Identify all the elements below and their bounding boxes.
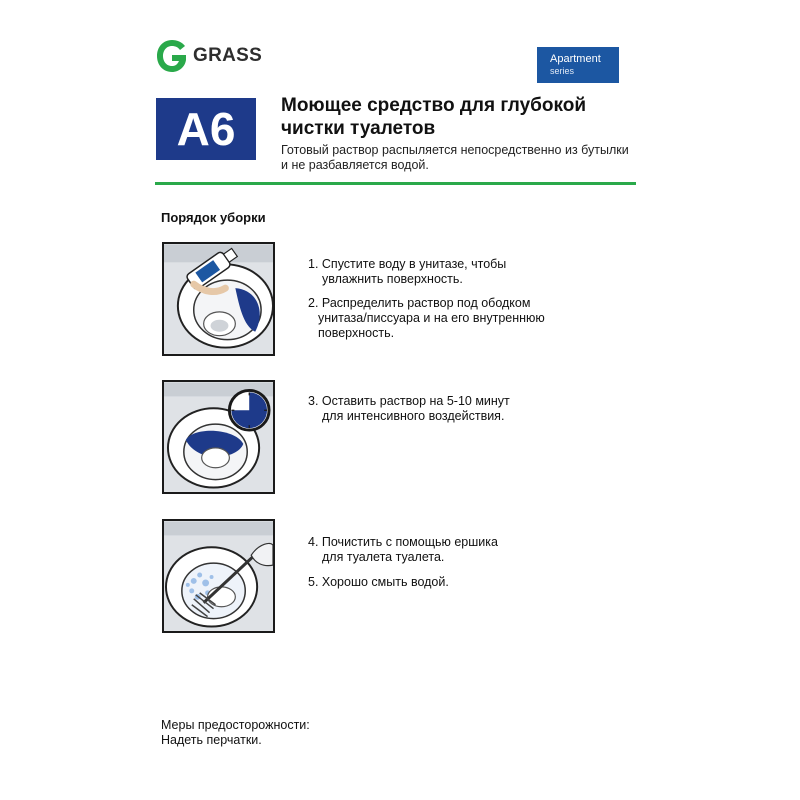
green-divider <box>155 182 636 185</box>
series-badge-line2: series <box>550 66 575 76</box>
grass-g-logo-icon <box>155 38 189 74</box>
brand-name: GRASS <box>193 45 263 66</box>
product-subtitle-line2: и не разбавляется водой. <box>281 158 429 172</box>
illustration-timer <box>162 380 275 494</box>
step-5 <box>308 575 598 590</box>
step-3 <box>308 394 598 424</box>
step-2-line1: 2. Распределить раствор под ободком <box>308 296 531 310</box>
product-code-badge: A6 <box>156 98 256 160</box>
step-5-line1: 5. Хорошо смыть водой. <box>308 575 449 589</box>
precautions <box>161 718 310 748</box>
section-title: Порядок уборки <box>161 210 266 225</box>
series-badge-line1: Apartment <box>550 53 601 65</box>
step-1-line2: увлажнить поверхность. <box>322 272 463 286</box>
step-4 <box>308 535 598 565</box>
spray-bottle-toilet-icon <box>164 244 273 354</box>
step-1 <box>308 257 598 287</box>
product-title <box>281 94 621 140</box>
product-title-line2: чистки туалетов <box>281 118 436 139</box>
step-2-line3: поверхность. <box>318 326 395 340</box>
product-subtitle <box>281 143 641 173</box>
step-4-line1: 4. Почистить с помощью ершика <box>308 535 498 549</box>
timer-toilet-icon <box>164 382 273 492</box>
step-1-line1: 1. Спустите воду в унитазе, чтобы <box>308 257 507 271</box>
step-2-line2: унитаза/писсуара и на его внутреннюю <box>318 311 545 325</box>
step-4-line2: для туалета туалета. <box>322 550 445 564</box>
step-3-line2: для интенсивного воздействия. <box>322 409 505 423</box>
precautions-text: Надеть перчатки. <box>161 733 262 747</box>
brand-logo <box>155 38 275 74</box>
step-2 <box>308 296 598 341</box>
illustration-brush <box>162 519 275 633</box>
precautions-label: Меры предосторожности: <box>161 718 310 732</box>
product-subtitle-line1: Готовый раствор распыляется непосредственно из бутылки <box>281 143 629 157</box>
product-title-line1: Моющее средство для глубокой <box>281 95 587 116</box>
step-3-line1: 3. Оставить раствор на 5-10 минут <box>308 394 510 408</box>
series-badge <box>537 47 619 83</box>
illustration-spray <box>162 242 275 356</box>
toilet-brush-icon <box>164 521 273 631</box>
